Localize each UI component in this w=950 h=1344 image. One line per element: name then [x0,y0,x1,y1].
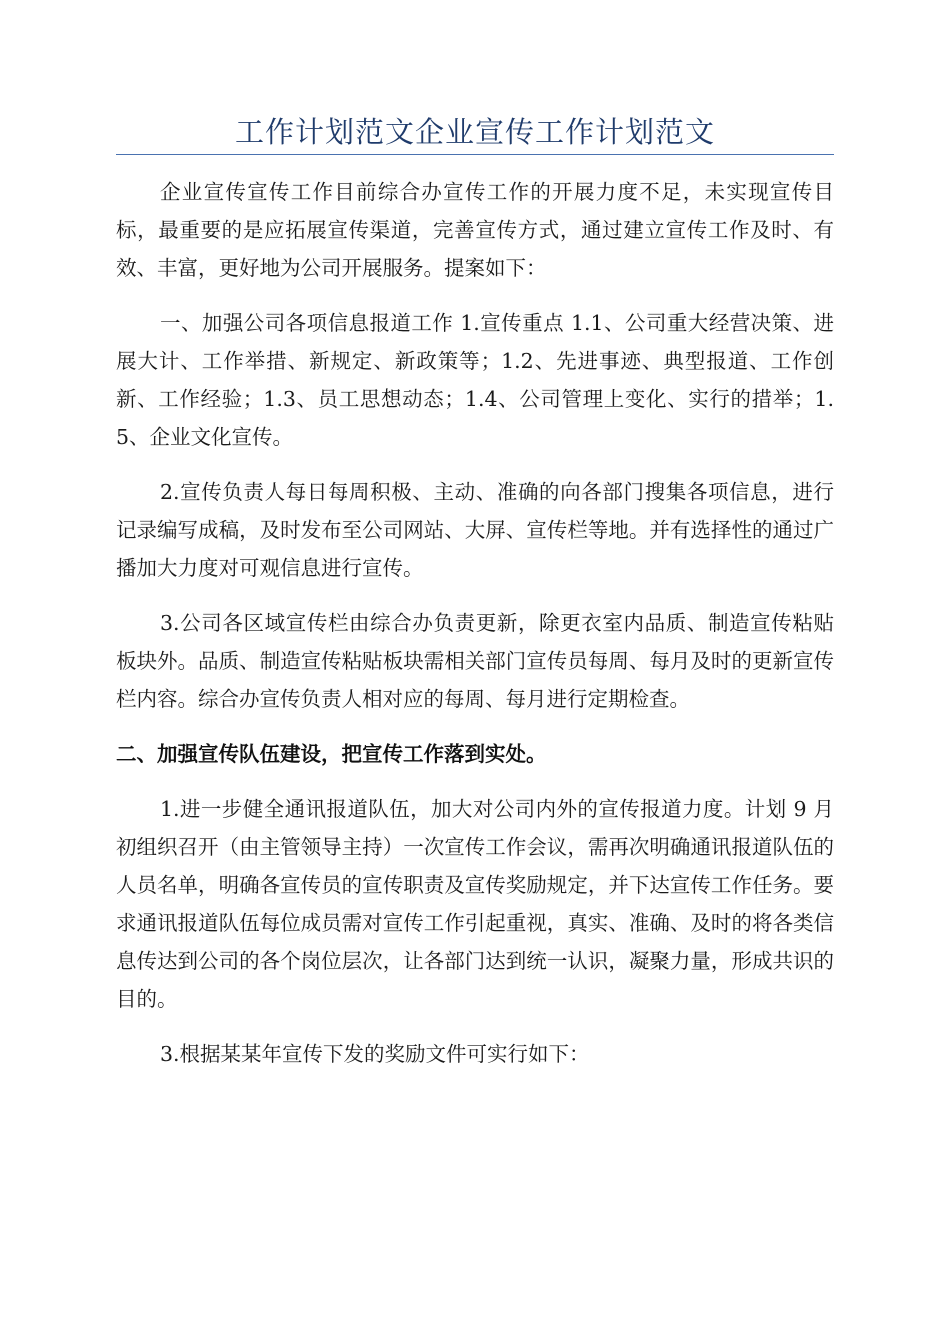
section2-item-1-paragraph: 1.进一步健全通讯报道队伍，加大对公司内外的宣传报道力度。计划 9 月初组织召开（由主管领导主持）一次宣传工作会议，需再次明确通讯报道队伍的人员名单，明确各宣传员的宣传职责及宣传奖励规定，并下达宣传工作任务。要求通讯报道队伍每位成员需对宣传工作引起重视，真实、准确、及时的将各类信息传达到公司的各个岗位层次，让各部门达到统一认识，凝聚力量，形成共识的目的。 [116,797,834,1011]
document-title: 工作计划范文企业宣传工作计划范文 [234,115,715,149]
document-body [116,173,834,1090]
section1-paragraph: 一、加强公司各项信息报道工作 1.宣传重点 1.1、公司重大经营决策、进展大计、工作举措、新规定、新政策等；1.2、先进事迹、典型报道、工作创新、工作经验；1.3、员工思想动态；1.4、公司管理上变化、实行的措举；1.5、企业文化宣传。 [116,311,834,449]
section2-item-3-paragraph: 3.根据某某年宣传下发的奖励文件可实行如下： [160,1042,590,1066]
section2-heading: 二、加强宣传队伍建设，把宣传工作落到实处。 [116,742,547,766]
item-3-paragraph: 3.公司各区域宣传栏由综合办负责更新，除更衣室内品质、制造宣传粘贴板块外。品质、制造宣传粘贴板块需相关部门宣传员每周、每月及时的更新宣传栏内容。综合办宣传负责人相对应的每周、每月进行定期检查。 [116,611,834,711]
intro-paragraph: 企业宣传宣传工作目前综合办宣传工作的开展力度不足，未实现宣传目标，最重要的是应拓展宣传渠道，完善宣传方式，通过建立宣传工作及时、有效、丰富，更好地为公司开展服务。提案如下： [116,180,834,280]
item-2-paragraph: 2.宣传负责人每日每周积极、主动、准确的向各部门搜集各项信息，进行记录编写成稿，及时发布至公司网站、大屏、宣传栏等地。并有选择性的通过广播加大力度对可观信息进行宣传。 [116,480,834,580]
title-underline [116,154,834,155]
